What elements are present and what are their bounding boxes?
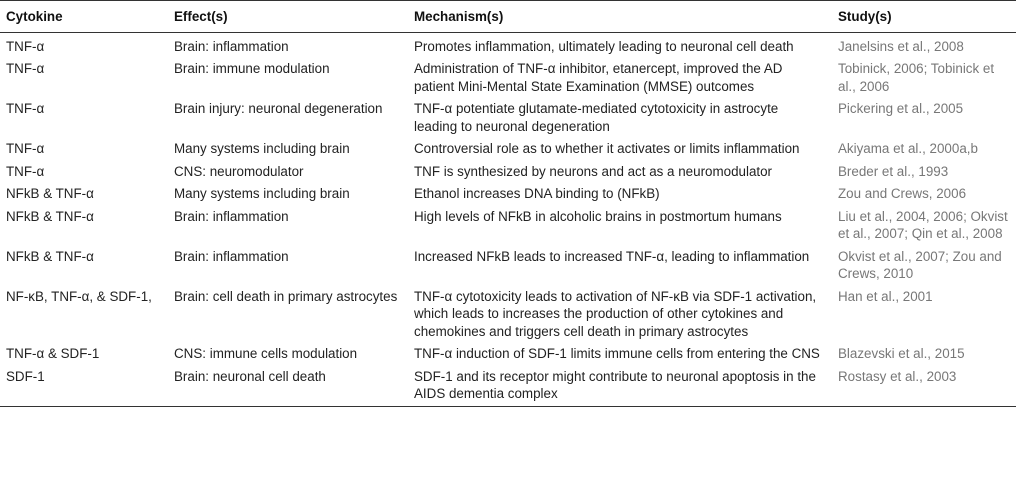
cell-effect: Brain: immune modulation	[174, 61, 330, 76]
cell-effect: Many systems including brain	[174, 186, 350, 201]
cell-cytokine: NFkB & TNF-α	[6, 208, 94, 224]
cell-mechanism: High levels of NFkB in alcoholic brains in postmortum humans	[414, 208, 782, 224]
table-row	[0, 204, 1016, 244]
cell-effect: Brain: inflammation	[174, 248, 289, 264]
table-row	[0, 181, 1016, 204]
cell-mechanism: TNF-α induction of SDF-1 limits immune cells from entering the CNS	[414, 346, 820, 361]
table-row	[0, 159, 1016, 182]
cell-mechanism: Increased NFkB leads to increased TNF-α, leading to inflammation	[414, 248, 810, 264]
header-effects: Effect(s)	[168, 1, 408, 33]
cell-effect: Brain: inflammation	[174, 38, 289, 54]
cell-cytokine: TNF-α	[6, 61, 45, 76]
cell-effect: Brain: cell death in primary astrocytes	[174, 288, 398, 304]
cell-cytokine: TNF-α	[6, 163, 45, 179]
cell-cytokine: TNF-α & SDF-1	[6, 346, 100, 361]
table-row	[0, 244, 1016, 284]
cell-mechanism: Administration of TNF-α inhibitor, etanercept, improved the AD patient Mini-Mental State Examination (MMSE) outcomes	[414, 61, 783, 94]
header-row	[0, 1, 1016, 33]
cell-cytokine: NF-κB, TNF-α, & SDF-1,	[6, 288, 152, 304]
cell-study: Okvist et al., 2007; Zou and Crews, 2010	[838, 248, 1002, 281]
cell-study: Rostasy et al., 2003	[832, 364, 1016, 407]
cell-effect: CNS: immune cells modulation	[174, 346, 358, 361]
table-row	[0, 284, 1016, 342]
cell-mechanism: Ethanol increases DNA binding to (NFkB)	[414, 186, 660, 201]
cell-cytokine: SDF-1	[0, 364, 168, 407]
table-row	[0, 364, 1016, 407]
cell-effect: Brain injury: neuronal degeneration	[174, 101, 383, 116]
cell-study: Han et al., 2001	[838, 288, 933, 304]
header-cytokine: Cytokine	[0, 1, 168, 33]
cell-cytokine: TNF-α	[6, 141, 45, 156]
cell-mechanism: TNF-α potentiate glutamate-mediated cytotoxicity in astrocyte leading to neuronal degeneration	[414, 101, 779, 134]
header-mechanisms: Mechanism(s)	[408, 1, 832, 33]
table-row	[0, 32, 1016, 56]
cell-study: Blazevski et al., 2015	[838, 346, 965, 361]
cell-cytokine: TNF-α	[6, 101, 45, 116]
cell-study: Akiyama et al., 2000a,b	[838, 141, 978, 156]
cell-mechanism: SDF-1 and its receptor might contribute to neuronal apoptosis in the AIDS dementia complex	[408, 364, 832, 407]
table-row	[0, 96, 1016, 136]
cell-study: Tobinick, 2006; Tobinick et al., 2006	[838, 61, 995, 94]
cell-cytokine: TNF-α	[6, 38, 45, 54]
cell-mechanism: TNF-α cytotoxicity leads to activation of NF-κB via SDF-1 activation, which leads to increases the production of other cytokines and chemokines and triggers cell death in primary astrocytes	[414, 288, 817, 339]
cell-study: Liu et al., 2004, 2006; Okvist et al., 2007; Qin et al., 2008	[838, 208, 1008, 241]
cell-study: Janelsins et al., 2008	[838, 38, 964, 54]
cell-effect: CNS: neuromodulator	[174, 163, 304, 179]
cell-cytokine: NFkB & TNF-α	[6, 248, 94, 264]
cell-mechanism: Controversial role as to whether it activates or limits inflammation	[414, 141, 800, 156]
cell-effect: Brain: inflammation	[174, 208, 289, 224]
cell-mechanism: Promotes inflammation, ultimately leading to neuronal cell death	[414, 38, 794, 54]
header-studies: Study(s)	[832, 1, 1016, 33]
cell-study: Zou and Crews, 2006	[838, 186, 967, 201]
table-row	[0, 56, 1016, 96]
cell-effect: Many systems including brain	[174, 141, 350, 156]
cell-mechanism: TNF is synthesized by neurons and act as a neuromodulator	[414, 163, 773, 179]
table-row	[0, 341, 1016, 364]
table-row	[0, 136, 1016, 159]
cell-study: Breder et al., 1993	[838, 163, 949, 179]
cell-study: Pickering et al., 2005	[838, 101, 964, 116]
cell-effect: Brain: neuronal cell death	[168, 364, 408, 407]
cell-cytokine: NFkB & TNF-α	[6, 186, 94, 201]
